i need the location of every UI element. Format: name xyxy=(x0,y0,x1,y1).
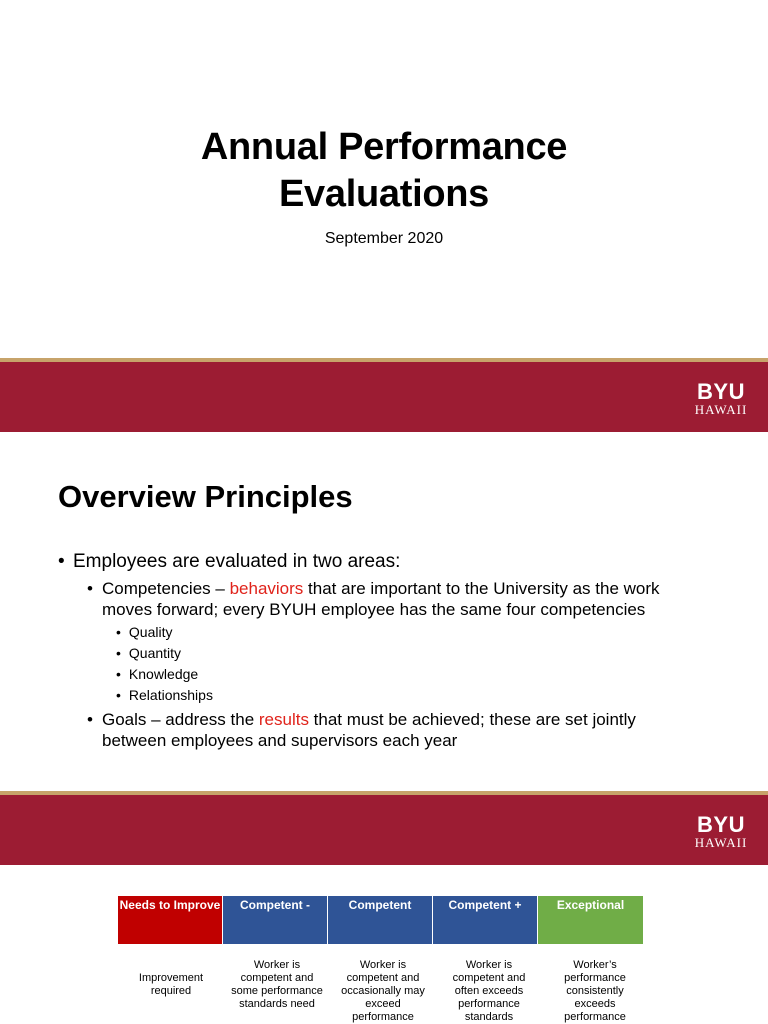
title-line-1: Annual Performance xyxy=(200,126,568,168)
brand-band xyxy=(0,358,768,432)
rating-description: Worker is competent and occasionally may exceed performance xyxy=(341,959,425,1023)
rating-scale-headers xyxy=(118,896,649,944)
presentation-title xyxy=(0,124,768,218)
rating-description: Worker is competent and some performance standards need xyxy=(231,959,323,1010)
competencies-rest: that are important to the University as the work xyxy=(303,579,660,598)
rating-header-competent: Competent xyxy=(328,896,433,944)
rating-description: Worker is competent and often exceeds performance standards xyxy=(452,959,526,1023)
goals-rest: that must be achieved; these are set jointly xyxy=(308,710,636,729)
competencies-highlight: behaviors xyxy=(229,579,304,598)
rating-description: Improvement required xyxy=(138,972,204,997)
competency-list xyxy=(116,622,213,705)
goals-text xyxy=(102,709,722,751)
rating-scale xyxy=(118,896,649,1024)
bullet-main-text: Employees are evaluated in two areas: xyxy=(73,551,401,572)
bullet-dot: • xyxy=(58,551,65,572)
competency-item: • Knowledge xyxy=(116,666,199,682)
brand-band xyxy=(0,791,768,865)
competencies-text xyxy=(102,578,722,620)
logo-sub-text: HAWAII xyxy=(694,402,748,417)
rating-header-competent-plus: Competent + xyxy=(433,896,538,944)
title-line-2: Evaluations xyxy=(279,173,489,215)
goals-line2: between employees and supervisors each year xyxy=(102,731,458,750)
competencies-prefix: Competencies – xyxy=(102,579,230,598)
rating-header-competent-minus: Competent - xyxy=(223,896,328,944)
competency-item: • Quantity xyxy=(116,645,182,661)
rating-header-exceptional: Exceptional xyxy=(538,896,643,944)
logo-main-text: BYU xyxy=(697,379,745,404)
competency-item: • Relationships xyxy=(116,687,213,703)
byu-hawaii-logo xyxy=(692,381,750,417)
byu-hawaii-logo xyxy=(692,814,750,850)
logo-sub-text: HAWAII xyxy=(694,835,748,850)
rating-description: Worker’s performance consistently exceeds performance xyxy=(564,959,626,1023)
presentation-date: September 2020 xyxy=(324,230,444,247)
slide-heading: Overview Principles xyxy=(58,479,353,514)
bullet-main xyxy=(58,551,65,573)
logo-main-text: BYU xyxy=(697,812,745,837)
goals-highlight: results xyxy=(258,710,309,729)
bullet-dot-competencies: • xyxy=(87,579,93,598)
rating-scale-descriptions xyxy=(118,959,649,1024)
bullet-dot-goals: • xyxy=(87,710,93,729)
goals-prefix: Goals – address the xyxy=(102,710,259,729)
competency-item: • Quality xyxy=(116,624,173,640)
competencies-line2: moves forward; every BYUH employee has the same four competencies xyxy=(102,600,646,619)
rating-header-needs-to-improve: Needs to Improve xyxy=(118,896,223,944)
